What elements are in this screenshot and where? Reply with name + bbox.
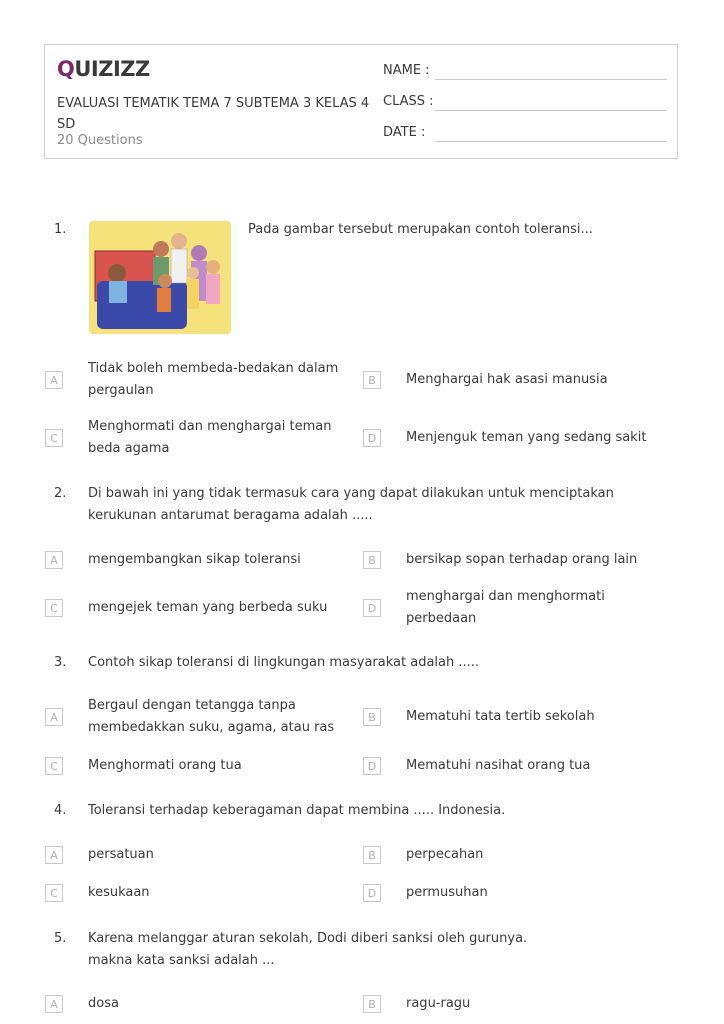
option-b-box[interactable]: B <box>363 995 381 1013</box>
option-b-text: ragu-ragu <box>406 996 471 1011</box>
option-d-box[interactable]: D <box>363 757 381 775</box>
option-a-box[interactable]: A <box>45 995 63 1013</box>
option-c-box[interactable]: C <box>45 429 63 447</box>
option-c-box[interactable]: C <box>45 757 63 775</box>
question-number: 1. <box>54 222 67 237</box>
date-line <box>435 141 667 142</box>
option-d-box[interactable]: D <box>363 599 381 617</box>
option-c-text: Menghormati orang tua <box>88 758 242 773</box>
option-a-text: Tidak boleh membeda-bedakan dalam pergaulan <box>88 361 339 398</box>
class-label: CLASS : <box>383 94 434 109</box>
class-line <box>435 110 667 111</box>
worksheet-header <box>44 44 678 159</box>
option-b-box[interactable]: B <box>363 708 381 726</box>
date-field[interactable] <box>383 125 425 145</box>
option-b-text: perpecahan <box>406 847 484 862</box>
option-a-text: persatuan <box>88 847 154 862</box>
option-a-box[interactable]: A <box>45 551 63 569</box>
option-d-text: permusuhan <box>406 885 488 900</box>
option-b-text: Mematuhi tata tertib sekolah <box>406 709 595 724</box>
option-b-box[interactable]: B <box>363 371 381 389</box>
question-text: Karena melanggar aturan sekolah, Dodi diberi sanksi oleh gurunya. makna kata sanksi adalah ... <box>88 931 528 968</box>
date-label: DATE : <box>383 125 426 140</box>
option-a-box[interactable]: A <box>45 846 63 864</box>
name-label: NAME : <box>383 63 430 78</box>
option-a-text: dosa <box>88 996 119 1011</box>
question-illustration <box>89 221 231 334</box>
option-b-box[interactable]: B <box>363 846 381 864</box>
question-text: Di bawah ini yang tidak termasuk cara yang dapat dilakukan untuk menciptakan kerukunan antarumat beragama adalah ..... <box>88 486 614 523</box>
option-d-text: Mematuhi nasihat orang tua <box>406 758 591 773</box>
option-d-text: menghargai dan menghormati perbedaan <box>406 589 605 626</box>
option-a-box[interactable]: A <box>45 708 63 726</box>
question-text: Contoh sikap toleransi di lingkungan masyarakat adalah ..... <box>88 655 480 670</box>
option-a-text: mengembangkan sikap toleransi <box>88 552 301 567</box>
option-b-text: bersikap sopan terhadap orang lain <box>406 552 638 567</box>
question-number: 5. <box>54 931 67 946</box>
option-d-box[interactable]: D <box>363 884 381 902</box>
option-b-box[interactable]: B <box>363 551 381 569</box>
option-a-box[interactable]: A <box>45 371 63 389</box>
option-d-text: Menjenguk teman yang sedang sakit <box>406 430 647 445</box>
question-count: 20 Questions <box>57 133 143 148</box>
question-number: 3. <box>54 655 67 670</box>
option-c-box[interactable]: C <box>45 884 63 902</box>
option-a-text: Bergaul dengan tetangga tanpa membedakkan suku, agama, atau ras <box>88 698 335 735</box>
class-field[interactable] <box>383 94 434 114</box>
question-number: 4. <box>54 803 67 818</box>
question-text: Toleransi terhadap keberagaman dapat membina ..... Indonesia. <box>88 803 506 818</box>
option-c-text: Menghormati dan menghargai teman beda agama <box>88 419 332 456</box>
option-d-box[interactable]: D <box>363 429 381 447</box>
question-number: 2. <box>54 486 67 501</box>
question-text: Pada gambar tersebut merupakan contoh toleransi... <box>248 222 593 237</box>
worksheet-title: EVALUASI TEMATIK TEMA 7 SUBTEMA 3 KELAS 4 SD <box>57 96 370 132</box>
quizizz-logo: QUIZIZZ <box>57 57 150 81</box>
option-c-text: kesukaan <box>88 885 150 900</box>
name-line <box>435 79 667 80</box>
name-field[interactable] <box>383 63 430 83</box>
option-b-text: Menghargai hak asasi manusia <box>406 372 608 387</box>
option-c-text: mengejek teman yang berbeda suku <box>88 600 328 615</box>
option-c-box[interactable]: C <box>45 599 63 617</box>
